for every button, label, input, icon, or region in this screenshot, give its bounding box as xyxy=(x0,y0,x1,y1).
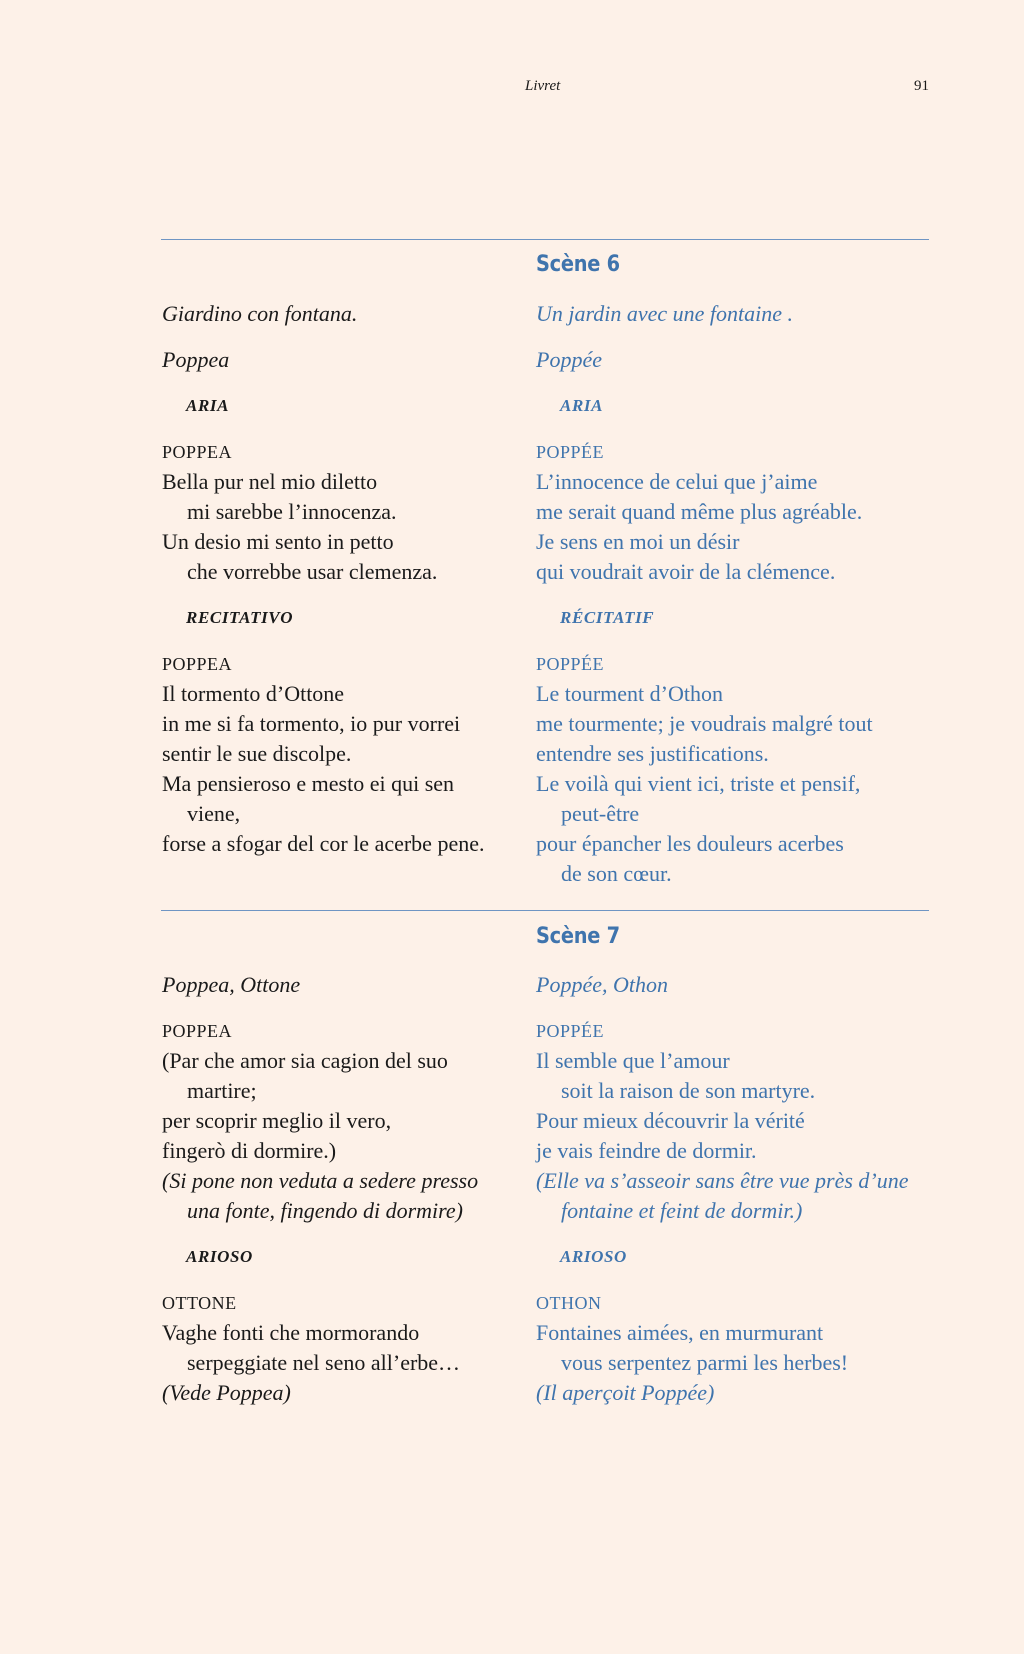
stage-direction-it: (Si pone non veduta a sedere presso xyxy=(162,1168,479,1193)
verse-it: viene, xyxy=(187,801,241,826)
verse-it: Ma pensieroso e mesto ei qui sen xyxy=(162,771,455,796)
speaker-it: POPPEA xyxy=(162,654,233,674)
stage-direction-it: (Vede Poppea) xyxy=(162,1380,291,1405)
verse-fr: Il semble que l’amour xyxy=(536,1048,730,1073)
characters-it: Poppea, Ottone xyxy=(162,972,301,997)
verse-fr: Le tourment d’Othon xyxy=(536,681,723,706)
verse-it: Un desio mi sento in petto xyxy=(162,529,394,554)
speaker-it: OTTONE xyxy=(162,1293,237,1313)
stage-direction-fr: (Il aperçoit Poppée) xyxy=(536,1380,715,1405)
stage-direction-fr: fontaine et feint de dormir.) xyxy=(561,1198,803,1223)
verse-it: (Par che amor sia cagion del suo xyxy=(162,1048,448,1073)
speaker-it: POPPEA xyxy=(162,1021,233,1041)
stage-direction-fr: (Elle va s’asseoir sans être vue près d’une xyxy=(536,1168,909,1193)
verse-fr: qui voudrait avoir de la clémence. xyxy=(536,559,836,584)
verse-it: serpeggiate nel seno all’erbe… xyxy=(187,1350,461,1375)
characters-fr: Poppée, Othon xyxy=(536,972,668,997)
verse-it: Il tormento d’Ottone xyxy=(162,681,345,706)
speaker-it: POPPEA xyxy=(162,442,233,462)
verse-fr: me serait quand même plus agréable. xyxy=(536,499,863,524)
verse-fr: Fontaines aimées, en murmurant xyxy=(536,1320,824,1345)
scene-6-title: Scène 6 xyxy=(536,252,620,277)
verse-fr: vous serpentez parmi les herbes! xyxy=(561,1350,849,1375)
scene-7-french-column xyxy=(536,970,936,1408)
scene-7-title: Scène 7 xyxy=(536,924,620,949)
verse-fr: entendre ses justifications. xyxy=(536,741,769,766)
stage-direction-it: una fonte, fingendo di dormire) xyxy=(187,1198,463,1223)
speaker-fr: POPPÉE xyxy=(536,442,605,462)
verse-fr: Le voilà qui vient ici, triste et pensif, xyxy=(536,771,861,796)
characters-it: Poppea xyxy=(162,347,230,372)
aria-label-fr: ARIA xyxy=(560,396,604,415)
scene-6-french-column xyxy=(536,299,936,889)
verse-it: che vorrebbe usar clemenza. xyxy=(187,559,438,584)
verse-it: fingerò di dormire.) xyxy=(162,1138,337,1163)
setting-it: Giardino con fontana. xyxy=(162,301,358,326)
verse-fr: de son cœur. xyxy=(561,861,672,886)
arioso-label-it: ARIOSO xyxy=(186,1247,253,1266)
aria-label-it: ARIA xyxy=(186,396,230,415)
scene-7-divider xyxy=(161,910,929,911)
recitativo-label-fr: RÉCITATIF xyxy=(560,608,655,627)
verse-fr: peut-être xyxy=(561,801,640,826)
verse-it: forse a sfogar del cor le acerbe pene. xyxy=(162,831,485,856)
verse-fr: soit la raison de son martyre. xyxy=(561,1078,816,1103)
verse-it: in me si fa tormento, io pur vorrei xyxy=(162,711,461,736)
speaker-fr: POPPÉE xyxy=(536,654,605,674)
verse-it: Bella pur nel mio diletto xyxy=(162,469,378,494)
verse-it: per scoprir meglio il vero, xyxy=(162,1108,392,1133)
scene-6-italian-column xyxy=(162,299,522,859)
setting-fr: Un jardin avec une fontaine . xyxy=(536,301,794,326)
verse-it: martire; xyxy=(187,1078,257,1103)
verse-it: sentir le sue discolpe. xyxy=(162,741,352,766)
verse-it: mi sarebbe l’innocenza. xyxy=(187,499,397,524)
speaker-fr: POPPÉE xyxy=(536,1021,605,1041)
verse-fr: me tourmente; je voudrais malgré tout xyxy=(536,711,873,736)
verse-fr: pour épancher les douleurs acerbes xyxy=(536,831,844,856)
verse-fr: Pour mieux découvrir la vérité xyxy=(536,1108,805,1133)
verse-fr: L’innocence de celui que j’aime xyxy=(536,469,818,494)
verse-it: Vaghe fonti che mormorando xyxy=(162,1320,420,1345)
recitativo-label-it: RECITATIVO xyxy=(186,608,294,627)
verse-fr: je vais feindre de dormir. xyxy=(536,1138,757,1163)
scene-6-divider xyxy=(161,239,929,240)
verse-fr: Je sens en moi un désir xyxy=(536,529,740,554)
page-number: 91 xyxy=(914,78,929,94)
running-title: Livret xyxy=(525,78,561,94)
speaker-fr: OTHON xyxy=(536,1293,602,1313)
characters-fr: Poppée xyxy=(536,347,602,372)
arioso-label-fr: ARIOSO xyxy=(560,1247,627,1266)
scene-7-italian-column xyxy=(162,970,522,1408)
